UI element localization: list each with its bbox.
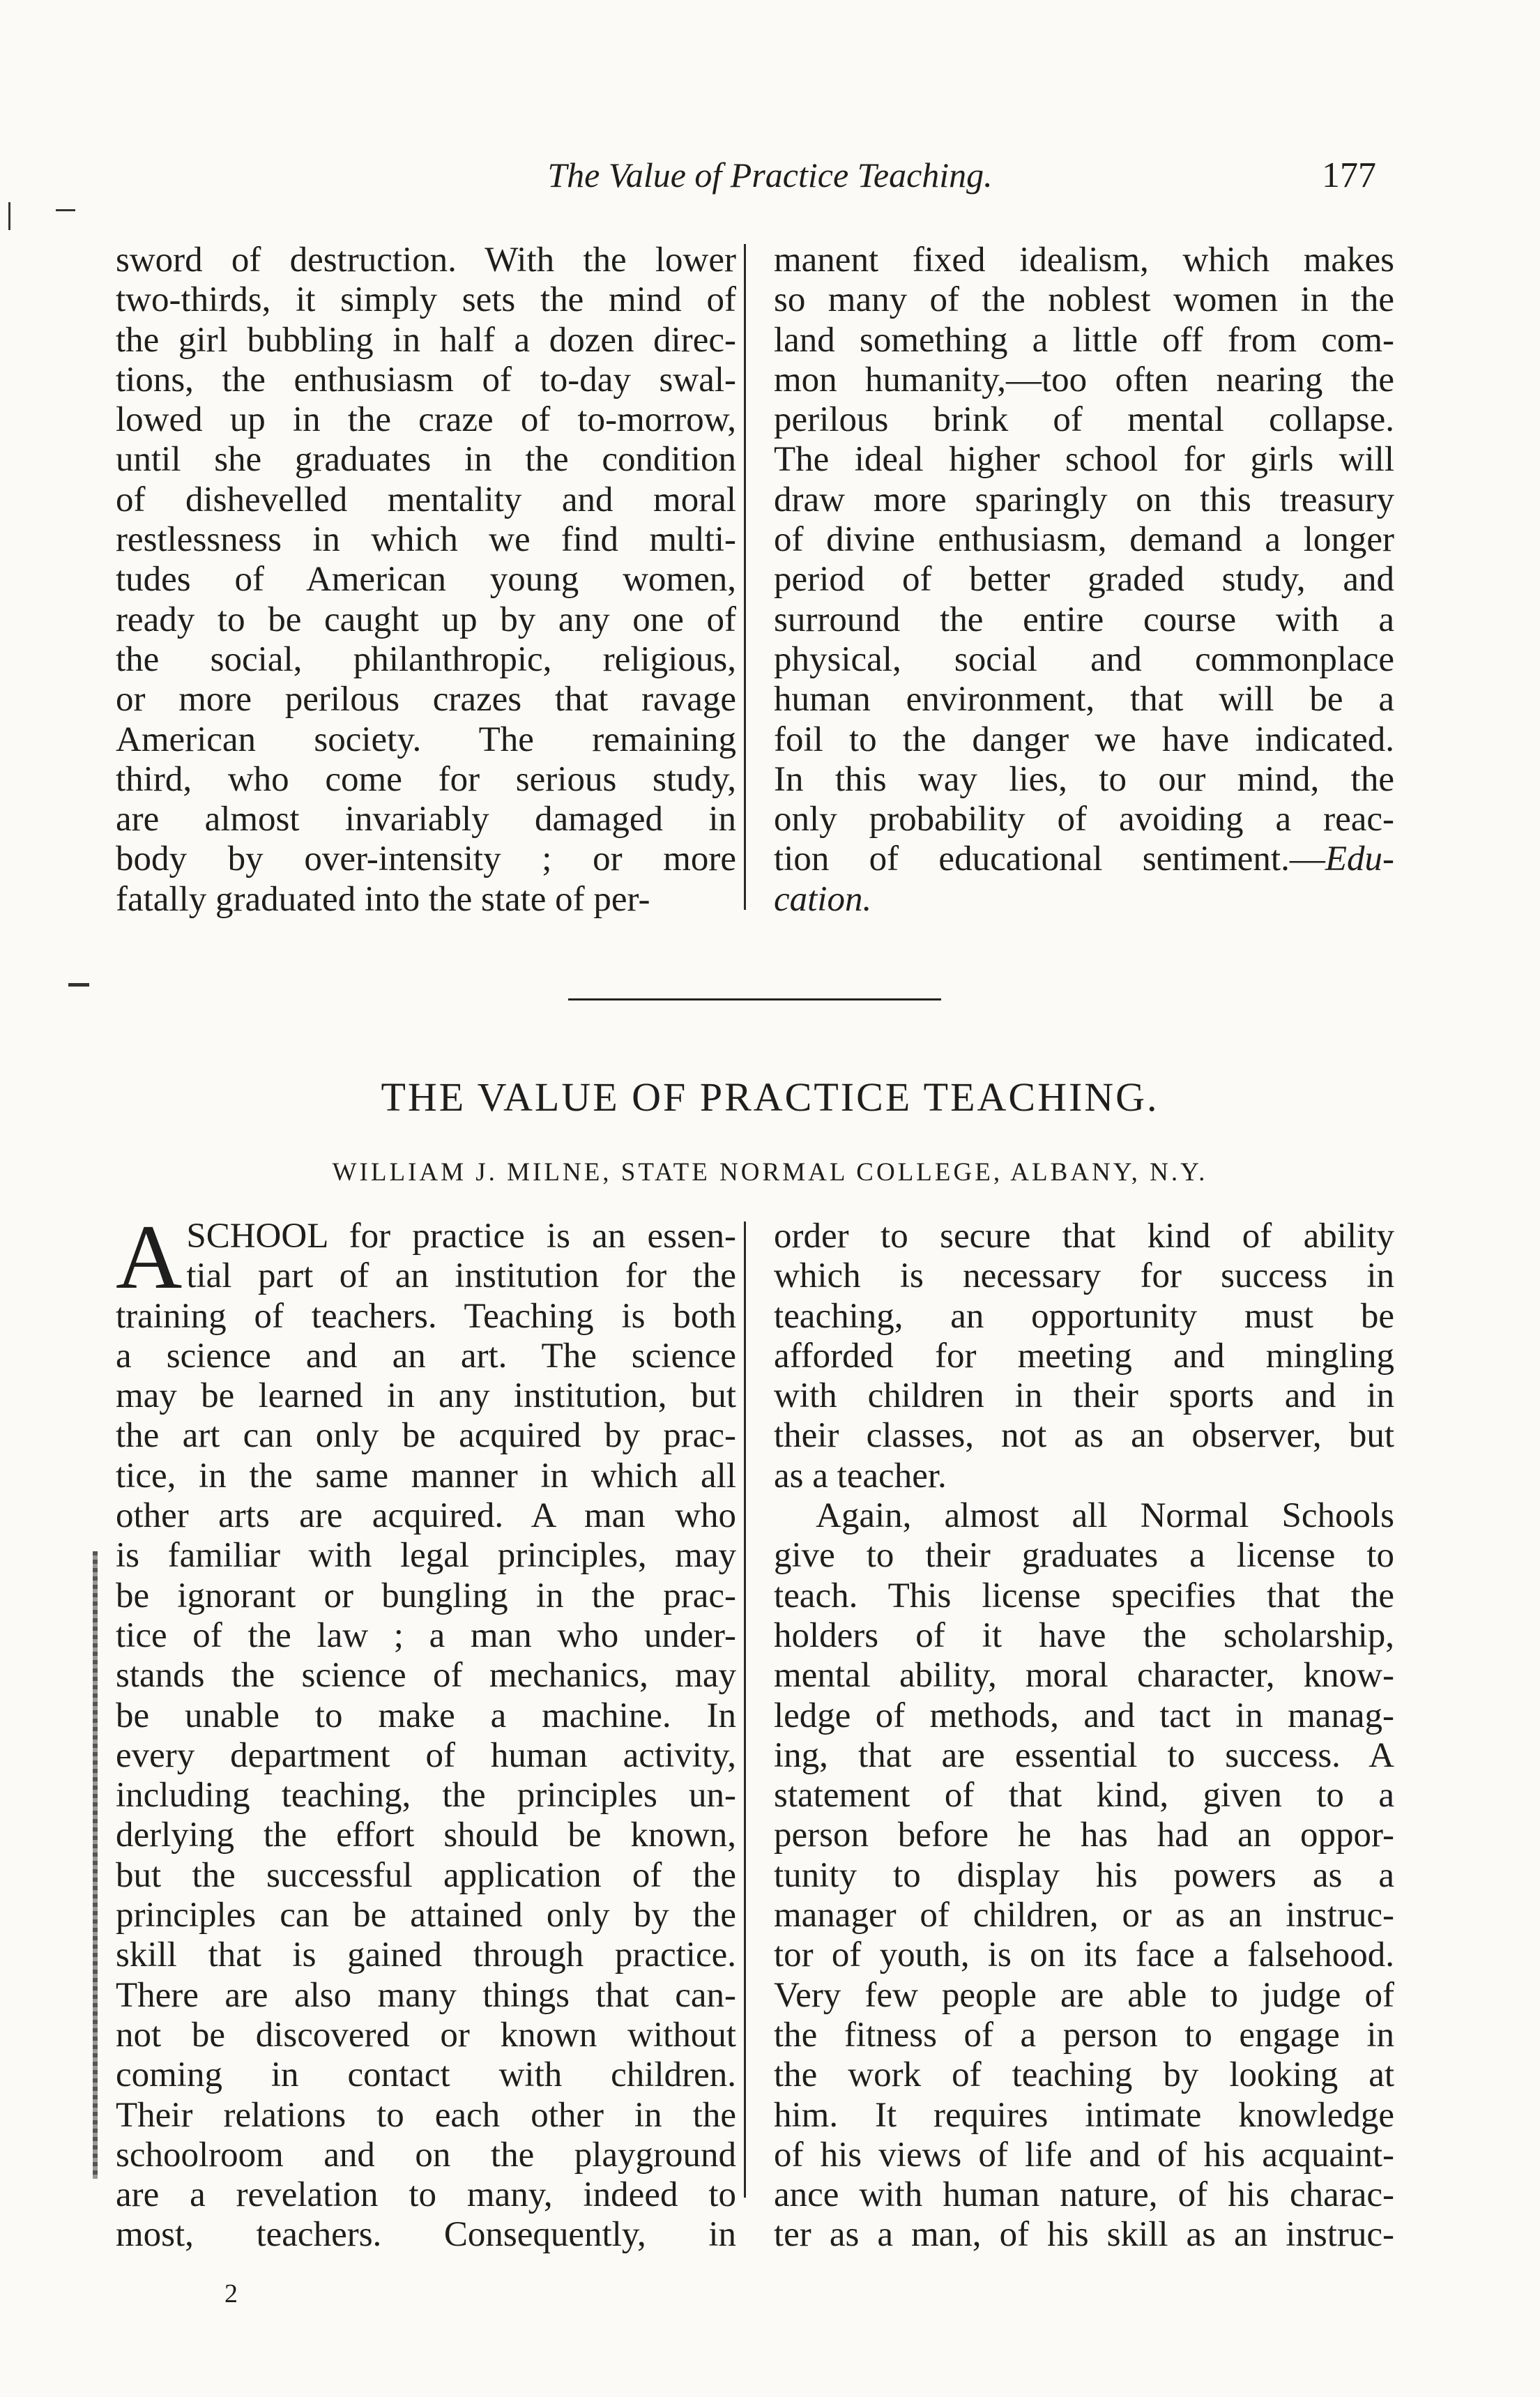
text-line: surround the entire course with a — [774, 600, 1394, 639]
column-rule-article — [744, 1222, 746, 2198]
text-line: of dishevelled mentality and moral — [116, 480, 736, 519]
text-line: teaching, an opportunity must be — [774, 1296, 1394, 1336]
text-line: tudes of American young women, — [116, 560, 736, 600]
text-line: order to secure that kind of ability — [774, 1217, 1394, 1256]
signature-mark: 2 — [224, 2279, 238, 2308]
text-line: holders of it have the scholarship, — [774, 1615, 1394, 1655]
text-line: skill that is gained through practice. — [116, 1935, 736, 1975]
text-line: a science and an art. The science — [116, 1336, 736, 1376]
text-line: draw more sparingly on this treasury — [774, 480, 1394, 519]
text-line: their classes, not as an observer, but — [774, 1416, 1394, 1456]
text-line: Their relations to each other in the — [116, 2095, 736, 2135]
text-line: manent fixed idealism, which makes — [774, 241, 1394, 280]
text-line: sword of destruction. With the lower — [116, 241, 736, 280]
source-lead: tion of educational sentiment.— — [774, 839, 1325, 879]
margin-mark — [68, 983, 89, 987]
text-line: or more perilous crazes that ravage — [116, 680, 736, 720]
text-line: the fitness of a person to engage in — [774, 2015, 1394, 2055]
text-line: coming in contact with children. — [116, 2055, 736, 2095]
text-line: person before he has had an oppor- — [774, 1816, 1394, 1855]
text-line: be ignorant or bungling in the prac- — [116, 1576, 736, 1615]
text-line: perilous brink of mental collapse. — [774, 400, 1394, 440]
text-line: foil to the danger we have indicated. — [774, 720, 1394, 759]
text-line: ing, that are essential to success. A — [774, 1735, 1394, 1775]
article-right-column — [774, 1217, 1394, 2255]
text-line: him. It requires intimate knowledge — [774, 2095, 1394, 2135]
running-title: The Value of Practice Teaching. — [547, 155, 993, 195]
source-name-end: cation. — [774, 879, 872, 919]
text-line: are almost invariably damaged in — [116, 800, 736, 839]
text-line: teach. This license specifies that the — [774, 1576, 1394, 1615]
text-line: only probability of avoiding a reac- — [774, 800, 1394, 839]
text-line: SCHOOL for practice is an essen- — [186, 1217, 736, 1256]
text-line: There are also many things that can- — [116, 1975, 736, 2015]
text-line: body by over-intensity ; or more — [116, 839, 736, 879]
text-line: human environment, that will be a — [774, 680, 1394, 720]
text-line: tice of the law ; a man who under- — [116, 1615, 736, 1655]
text-line: principles can be attained only by the — [116, 1896, 736, 1935]
text-line: fatally graduated into the state of per- — [116, 879, 650, 919]
text-line: of his views of life and of his acquaint- — [774, 2135, 1394, 2175]
text-line: but the successful application of the — [116, 1855, 736, 1895]
text-line: including teaching, the principles un- — [116, 1776, 736, 1816]
text-line: physical, social and commonplace — [774, 639, 1394, 679]
text-line: ledge of methods, and tact in manag- — [774, 1696, 1394, 1735]
text-line: lowed up in the craze of to-morrow, — [116, 400, 736, 440]
text-line: American society. The remaining — [116, 720, 736, 759]
text-line: stands the science of mechanics, may — [116, 1656, 736, 1696]
text-line: which is necessary for success in — [774, 1256, 1394, 1296]
text-line: be unable to make a machine. In — [116, 1696, 736, 1735]
text-line: Again, almost all Normal Schools — [816, 1496, 1394, 1536]
text-line: The ideal higher school for girls will — [774, 440, 1394, 480]
text-line: ance with human nature, of his charac- — [774, 2175, 1394, 2215]
text-line: may be learned in any institution, but — [116, 1376, 736, 1416]
text-line — [774, 839, 1394, 879]
text-line: the girl bubbling in half a dozen direc- — [116, 320, 736, 360]
text-line: every department of human activity, — [116, 1735, 736, 1775]
text-line: manager of children, or as an instruc- — [774, 1896, 1394, 1935]
scan-edge-bar — [93, 1551, 98, 2179]
text-line: derlying the effort should be known, — [116, 1816, 736, 1855]
text-line: mon humanity,—too often nearing the — [774, 360, 1394, 400]
article-title: THE VALUE OF PRACTICE TEACHING. — [381, 1074, 1159, 1120]
text-line: the work of teaching by looking at — [774, 2055, 1394, 2095]
source-name: Edu- — [1325, 839, 1394, 879]
text-line: period of better graded study, and — [774, 560, 1394, 600]
text-line: tunity to display his powers as a — [774, 1855, 1394, 1895]
text-line: is familiar with legal principles, may — [116, 1536, 736, 1576]
section-separator — [568, 998, 941, 1000]
text-line: tions, the enthusiasm of to-day swal- — [116, 360, 736, 400]
text-line: give to their graduates a license to — [774, 1536, 1394, 1576]
page-number: 177 — [1322, 155, 1376, 195]
text-line: most, teachers. Consequently, in — [116, 2215, 736, 2255]
text-line: ter as a man, of his skill as an instruc- — [774, 2215, 1394, 2255]
text-line: with children in their sports and in — [774, 1376, 1394, 1416]
text-line: statement of that kind, given to a — [774, 1776, 1394, 1816]
text-line: schoolroom and on the playground — [116, 2135, 736, 2175]
text-line: mental ability, moral character, know- — [774, 1656, 1394, 1696]
text-line: of divine enthusiasm, demand a longer — [774, 520, 1394, 560]
margin-mark — [8, 202, 10, 230]
text-line: restlessness in which we find multi- — [116, 520, 736, 560]
text-line: tice, in the same manner in which all — [116, 1456, 736, 1496]
text-line: other arts are acquired. A man who — [116, 1496, 736, 1536]
text-line: as a teacher. — [774, 1456, 947, 1496]
text-line: two-thirds, it simply sets the mind of — [116, 280, 736, 320]
text-line: so many of the noblest women in the — [774, 280, 1394, 320]
text-line: tor of youth, is on its face a falsehood. — [774, 1935, 1394, 1975]
text-line: the art can only be acquired by prac- — [116, 1416, 736, 1456]
text-line: land something a little off from com- — [774, 320, 1394, 360]
text-line: third, who come for serious study, — [116, 759, 736, 799]
article-byline: WILLIAM J. MILNE, STATE NORMAL COLLEGE, ALBANY, N.Y. — [332, 1158, 1208, 1187]
text-line: the social, philanthropic, religious, — [116, 639, 736, 679]
margin-mark — [56, 209, 75, 211]
text-line: not be discovered or known without — [116, 2015, 736, 2055]
continued-text-right-column — [774, 241, 1394, 920]
text-line: ready to be caught up by any one of — [116, 600, 736, 639]
text-line: tial part of an institution for the — [186, 1256, 736, 1296]
article-left-column — [116, 1205, 736, 2255]
text-line: In this way lies, to our mind, the — [774, 759, 1394, 799]
text-line: until she graduates in the condition — [116, 440, 736, 480]
text-line: Very few people are able to judge of — [774, 1975, 1394, 2015]
text-line: are a revelation to many, indeed to — [116, 2175, 736, 2215]
continued-text-left-column — [116, 241, 736, 920]
column-rule-top — [744, 244, 746, 910]
drop-cap: A — [116, 1205, 183, 1308]
text-line: training of teachers. Teaching is both — [116, 1296, 736, 1336]
text-line: afforded for meeting and mingling — [774, 1336, 1394, 1376]
